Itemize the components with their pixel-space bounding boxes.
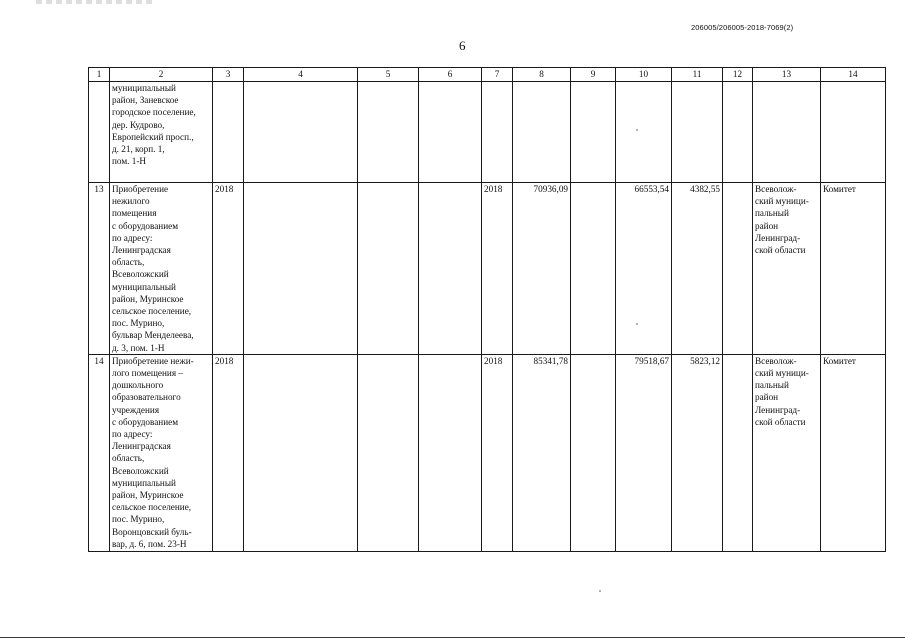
table-cell: [571, 183, 616, 355]
data-table: [88, 67, 886, 552]
amount-cell: [672, 82, 723, 183]
year-cell: [482, 82, 513, 183]
year-cell: 2018: [482, 183, 513, 355]
row-number-cell: [89, 82, 110, 183]
table-header-row: [89, 68, 886, 82]
table-cell: [723, 82, 753, 183]
table-cell: [244, 82, 358, 183]
table-cell: [571, 82, 616, 183]
year-cell: 2018: [213, 183, 244, 355]
amount-cell: 5823,12: [672, 354, 723, 551]
scan-speck: [636, 129, 638, 131]
table-cell: [723, 183, 753, 355]
table-row: [89, 82, 886, 183]
column-header: 3: [213, 68, 244, 82]
municipality-cell: Всеволож- ский муници- пальный район Ленинград- ской области: [753, 354, 821, 551]
table-cell: [244, 354, 358, 551]
responsible-cell: Комитет: [821, 354, 886, 551]
table-cell: [244, 183, 358, 355]
column-header: 7: [482, 68, 513, 82]
table-cell: [358, 183, 419, 355]
amount-cell: 79518,67: [616, 354, 672, 551]
scan-artifact-top: [36, 0, 156, 4]
column-header: 6: [419, 68, 482, 82]
column-header: 12: [723, 68, 753, 82]
responsible-cell: [821, 82, 886, 183]
table-cell: [419, 354, 482, 551]
amount-cell: 70936,09: [513, 183, 571, 355]
scan-speck: [599, 590, 601, 592]
amount-cell: 85341,78: [513, 354, 571, 551]
column-header: 11: [672, 68, 723, 82]
table-cell: [571, 354, 616, 551]
amount-cell: 66553,54: [616, 183, 672, 355]
column-header: 1: [89, 68, 110, 82]
year-cell: 2018: [213, 354, 244, 551]
table-cell: [358, 354, 419, 551]
column-header: 5: [358, 68, 419, 82]
document-reference: 206005/206005-2018-7069(2): [691, 23, 794, 32]
scan-speck: [636, 323, 638, 325]
column-header: 8: [513, 68, 571, 82]
column-header: 13: [753, 68, 821, 82]
column-header: 10: [616, 68, 672, 82]
row-number-cell: 14: [89, 354, 110, 551]
table-row: [89, 183, 886, 355]
municipality-cell: Всеволож- ский муници- пальный район Ленинград- ской области: [753, 183, 821, 355]
table-cell: [358, 82, 419, 183]
column-header: 14: [821, 68, 886, 82]
responsible-cell: Комитет: [821, 183, 886, 355]
municipality-cell: [753, 82, 821, 183]
description-cell: муниципальный район, Заневское городское поселение, дер. Кудрово, Европейский просп., д. 21, корп. 1, пом. 1-Н: [110, 82, 213, 183]
description-cell: Приобретение нежи- лого помещения – дошкольного образовательного учреждения с оборудованием по адресу: Ленинградская область, Всеволожский муниципальный район, Муринское сельское поселение, пос. Мурино, Воронцовский буль- вар, д. 6, пом. 23-Н: [110, 354, 213, 551]
year-cell: 2018: [482, 354, 513, 551]
year-cell: [213, 82, 244, 183]
amount-cell: 4382,55: [672, 183, 723, 355]
description-cell: Приобретение нежилого помещения с оборудованием по адресу: Ленинградская область, Всеволожский муниципальный район, Муринское сельское поселение, пос. Мурино, бульвар Менделеева, д. 3, пом. 1-Н: [110, 183, 213, 355]
amount-cell: [616, 82, 672, 183]
scan-bottom-edge: [0, 637, 905, 638]
row-number-cell: 13: [89, 183, 110, 355]
table-cell: [419, 82, 482, 183]
table-cell: [419, 183, 482, 355]
column-header: 2: [110, 68, 213, 82]
table-row: [89, 354, 886, 551]
column-header: 4: [244, 68, 358, 82]
page-number: 6: [459, 38, 466, 53]
column-header: 9: [571, 68, 616, 82]
table-cell: [723, 354, 753, 551]
amount-cell: [513, 82, 571, 183]
